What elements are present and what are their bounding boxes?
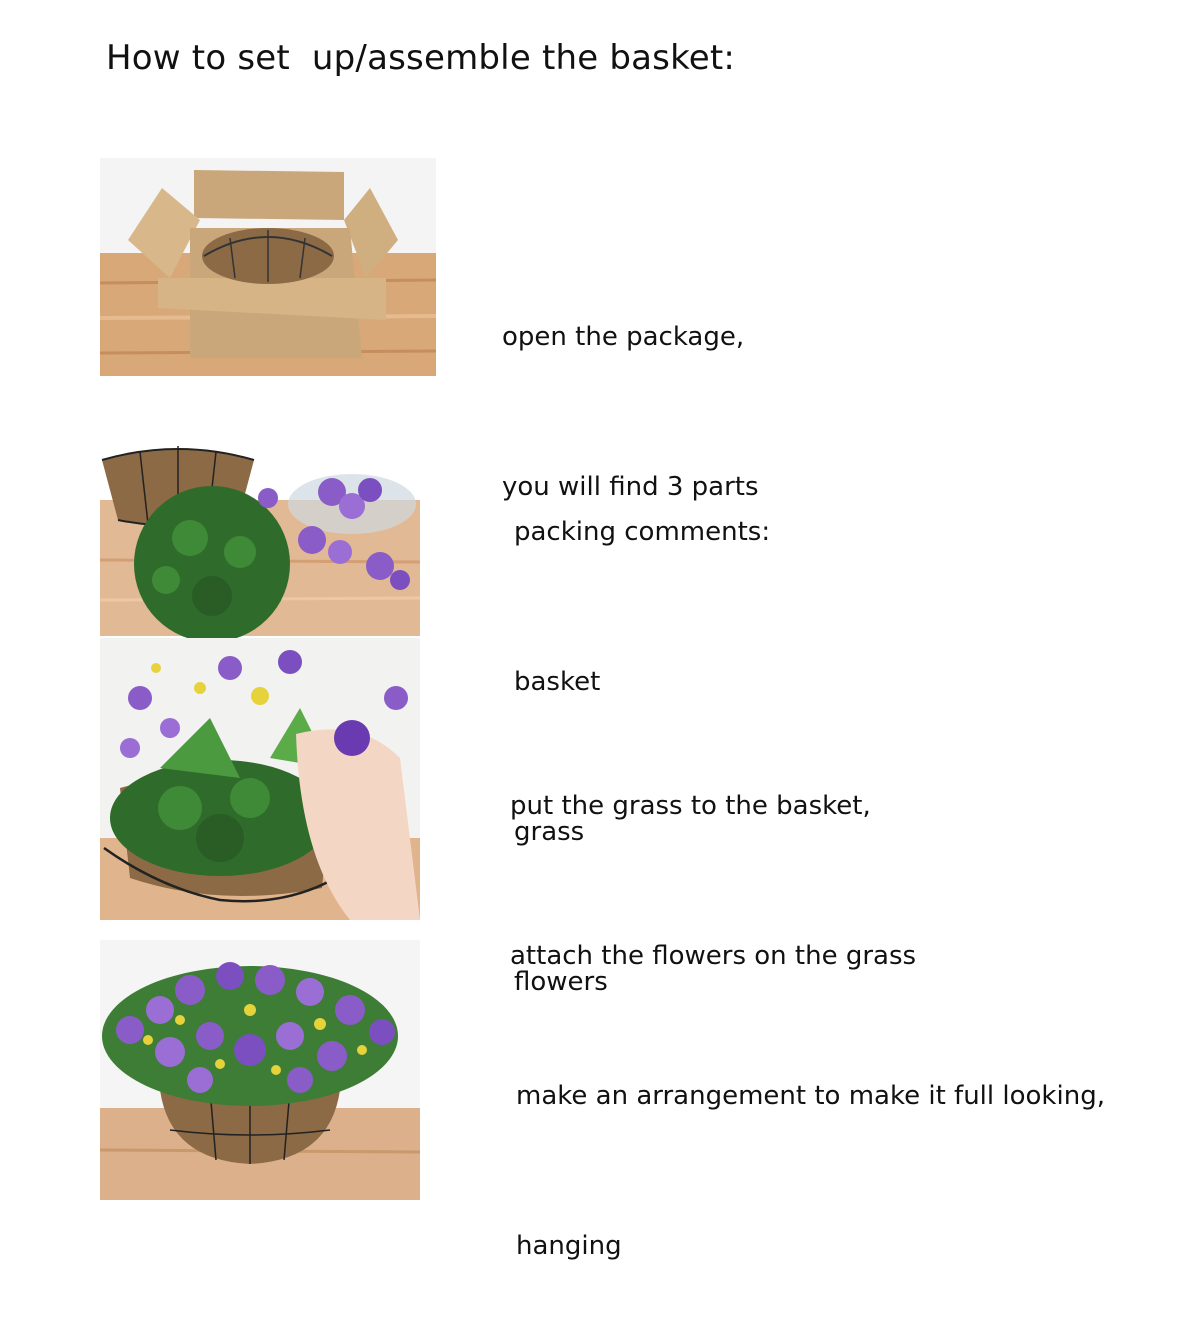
step-1-line-2: you will find 3 parts (502, 472, 759, 502)
attach-flowers-photo (100, 638, 420, 920)
finished-arrangement-photo (100, 940, 420, 1200)
step-4-line-2: hanging (516, 1231, 622, 1261)
page-title: How to set up/assemble the basket: (106, 38, 736, 78)
step-2-line-4: flowers (514, 967, 608, 997)
packing-contents-photo (100, 420, 420, 636)
step-2-line-3: grass (514, 817, 585, 847)
step-4-line-1: make an arrangement to make it full looking, (516, 1081, 1105, 1111)
step-4-text (516, 971, 1105, 1321)
step-3-line-1: put the grass to the basket, (510, 791, 871, 821)
step-2-line-1: packing comments: (514, 517, 771, 547)
step-2-line-2: basket (514, 667, 601, 697)
open-package-photo (100, 158, 436, 376)
step-3-line-2: attach the flowers on the grass (510, 941, 917, 971)
step-1-line-1: open the package, (502, 322, 745, 352)
